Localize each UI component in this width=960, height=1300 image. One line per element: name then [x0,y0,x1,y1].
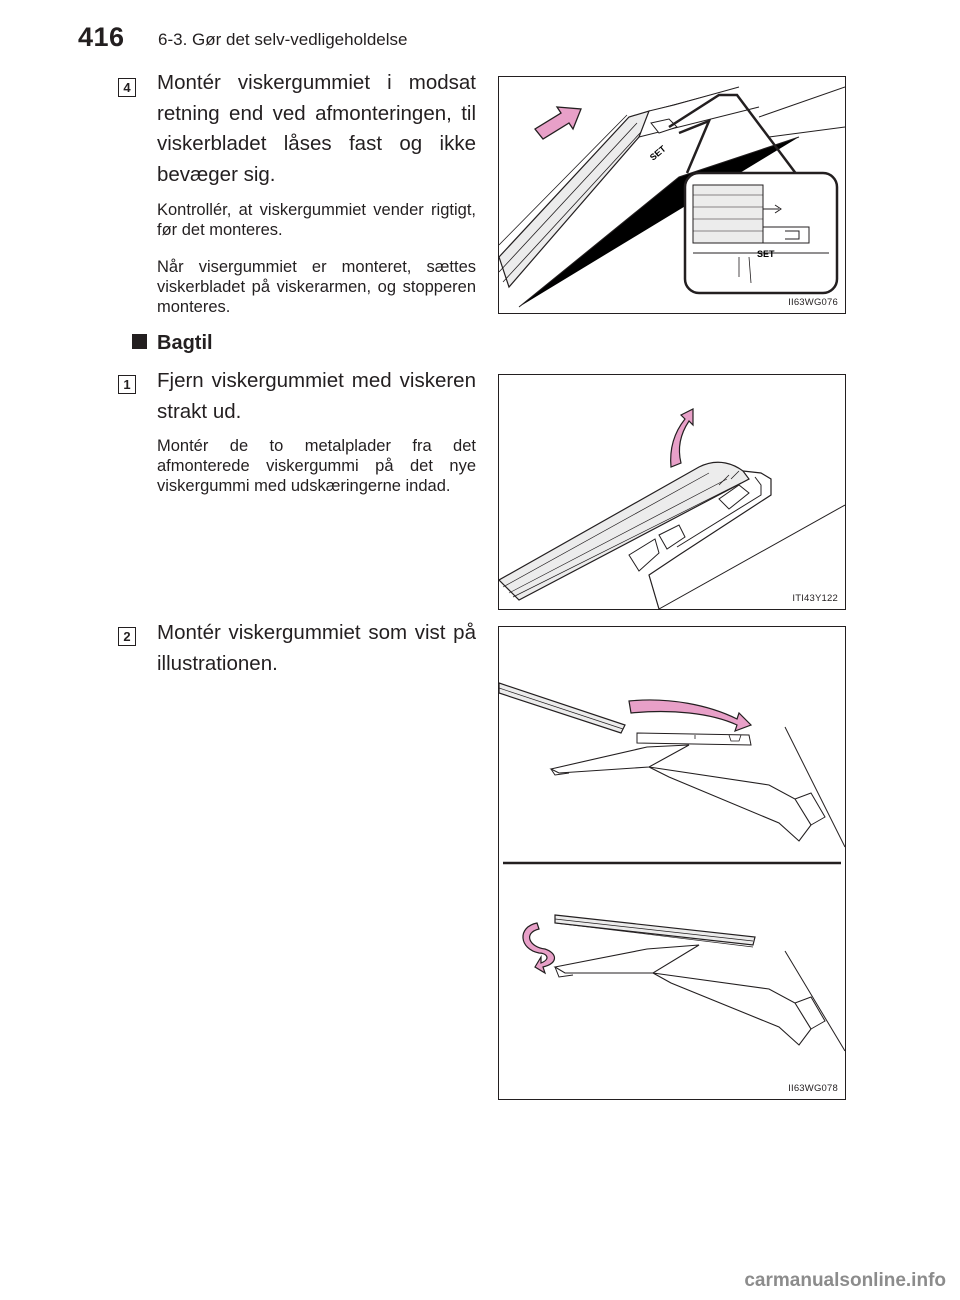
page-number: 416 [78,22,125,52]
step-badge-4: 4 [118,78,136,97]
figure-code: II63WG076 [788,297,838,308]
step-4-note-2: Når visergummiet er monteret, sættes viskerbladet på viskerarmen, og stopperen monteres. [157,258,476,316]
wiper-install-illustration [499,77,845,313]
figure-code: ITI43Y122 [792,593,838,604]
slide-arrow [629,700,751,731]
section-title: 6-3. Gør det selv-vedligeholdelse [158,30,408,49]
figure-wiper-install [498,76,846,314]
set-label-small: SET [647,143,668,163]
set-label: SET [757,249,775,259]
install-rubber-illustration [499,627,845,1099]
step-4-text: Montér viskergummiet i modsat retning end ved afmonteringen, til viskerbladet låses fast og ikke bevæger sig. [157,71,476,186]
step-badge-1: 1 [118,375,136,394]
rear-step-2-text: Montér viskergummiet som vist på illustrationen. [157,621,476,675]
lift-arrow [671,409,693,467]
remove-rubber-illustration [499,375,845,609]
rear-step-1-note: Montér de to metalplader fra det afmonterede viskergummi på det nye viskergummi med udskæringerne indad. [157,437,476,495]
rear-step-1-text: Fjern viskergummiet med viskeren strakt ud. [157,369,476,423]
figure-install-rubber [498,626,846,1100]
square-bullet-icon [132,334,147,349]
figure-code: II63WG078 [788,1083,838,1094]
step-4-note-1: Kontrollér, at viskergummiet vender rigtigt, før det monteres. [157,201,476,239]
figure-remove-rubber [498,374,846,610]
step-badge-2: 2 [118,627,136,646]
hook-arrow [523,923,555,973]
subsection-title: Bagtil [157,332,213,354]
page-header [78,22,938,56]
direction-arrow [535,107,581,139]
watermark: carmanualsonline.info [744,1270,946,1291]
subsection-heading [132,332,213,355]
